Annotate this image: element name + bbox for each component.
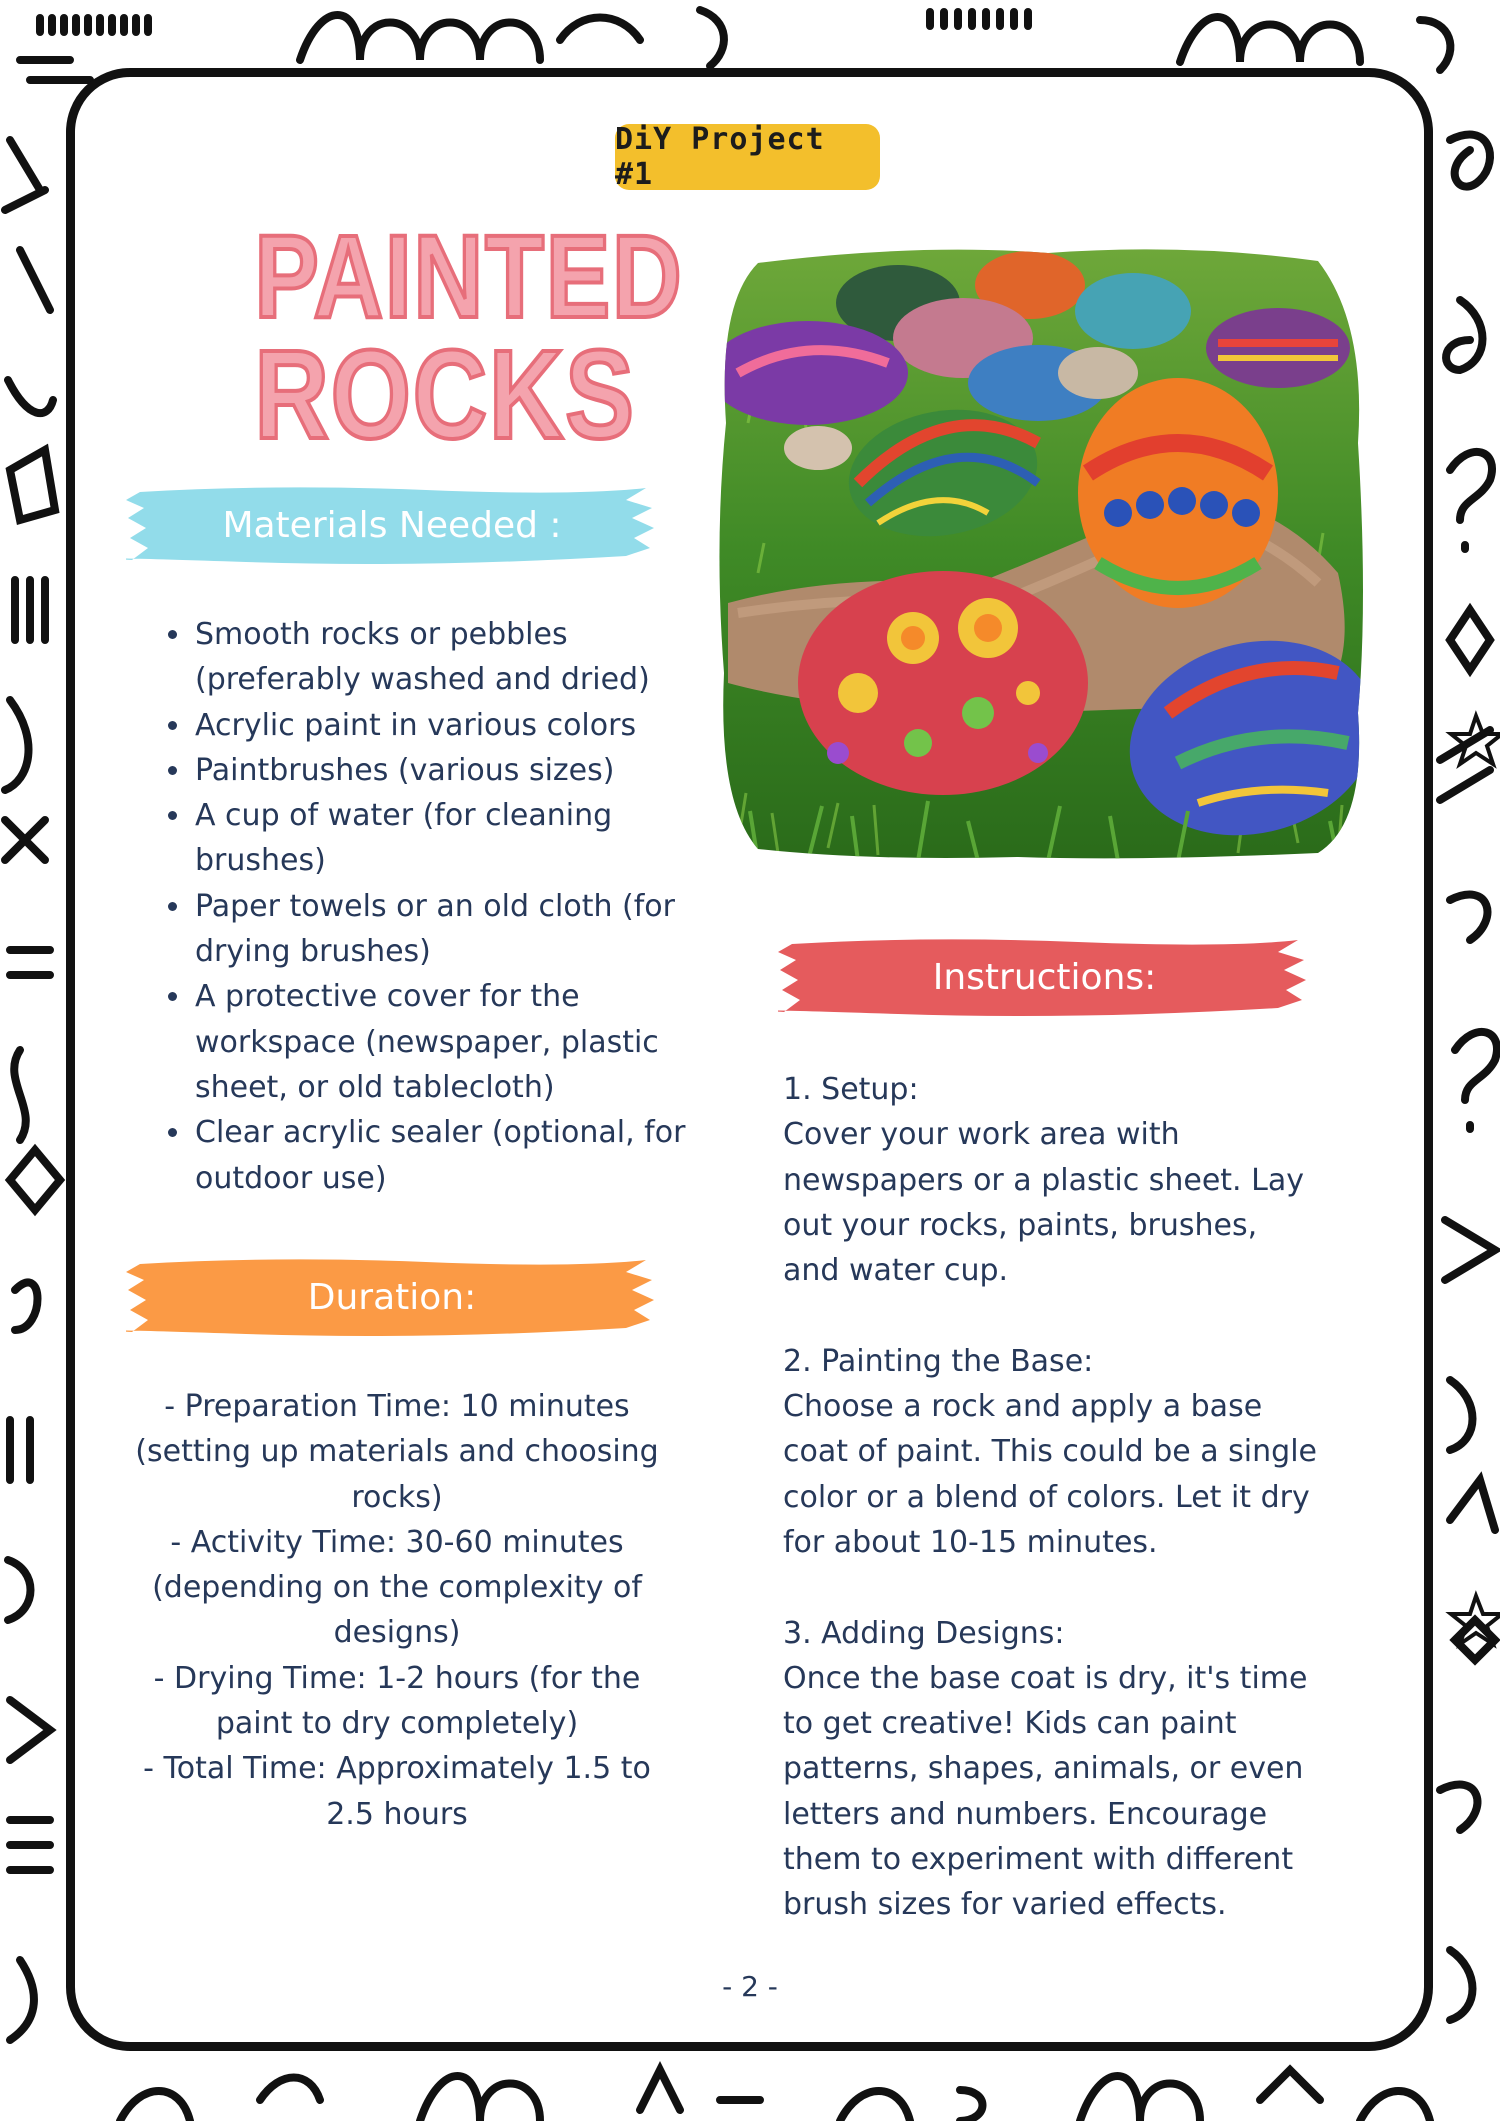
- duration-line: - Total Time: Approximately 1.5 to 2.5 hours: [143, 1751, 651, 1832]
- list-item: • Paintbrushes (various sizes): [193, 748, 713, 793]
- instructions-heading: [778, 934, 1311, 1020]
- duration-heading-label: Duration:: [307, 1276, 477, 1318]
- step-body: Once the base coat is dry, it's time to get creative! Kids can paint patterns, shapes, animals, or even letters and numbers. Encourage them to experiment with different brush sizes for varied effects.: [783, 1660, 1308, 1923]
- materials-heading: [126, 482, 658, 568]
- project-badge: DiY Project #1: [615, 124, 880, 190]
- step-title: 3. Adding Designs:: [783, 1615, 1065, 1651]
- instruction-step: [783, 1067, 1323, 1293]
- instructions-heading-label: Instructions:: [932, 956, 1157, 998]
- page-title: [222, 211, 684, 465]
- title-line-2: ROCKS: [254, 324, 636, 465]
- materials-list: [155, 612, 713, 1201]
- step-body: Choose a rock and apply a base coat of paint. This could be a single color or a blend of colors. Let it dry for about 10-15 minutes.: [783, 1389, 1317, 1560]
- step-title: 1. Setup:: [783, 1072, 919, 1107]
- instruction-steps: [783, 1067, 1323, 1973]
- duration-line: - Drying Time: 1-2 hours (for the paint to dry completely): [153, 1660, 641, 1742]
- materials-heading-label: Materials Needed :: [222, 504, 562, 546]
- duration-text: [132, 1384, 662, 1837]
- painted-rocks-photo: [718, 243, 1366, 861]
- page-number: - 2 -: [722, 1970, 778, 2003]
- title-line-1: PAINTED: [254, 211, 684, 343]
- list-item: • A protective cover for the workspace (newspaper, plastic sheet, or old tablecloth): [193, 974, 713, 1110]
- duration-line: - Activity Time: 30-60 minutes (depending on the complexity of designs): [152, 1524, 642, 1651]
- list-item: • Clear acrylic sealer (optional, for outdoor use): [193, 1110, 713, 1201]
- instruction-step: [783, 1611, 1323, 1928]
- step-body: Cover your work area with newspapers or a plastic sheet. Lay out your rocks, paints, brushes, and water cup.: [783, 1117, 1304, 1289]
- duration-heading: [126, 1254, 658, 1340]
- list-item: • Paper towels or an old cloth (for drying brushes): [193, 884, 713, 975]
- duration-line: - Preparation Time: 10 minutes (setting up materials and choosing rocks): [135, 1389, 659, 1515]
- list-item: • Acrylic paint in various colors: [193, 703, 713, 748]
- list-item: • Smooth rocks or pebbles (preferably washed and dried): [193, 612, 713, 703]
- step-title: 2. Painting the Base:: [783, 1343, 1094, 1379]
- instruction-step: [783, 1339, 1323, 1565]
- list-item: • A cup of water (for cleaning brushes): [193, 793, 713, 884]
